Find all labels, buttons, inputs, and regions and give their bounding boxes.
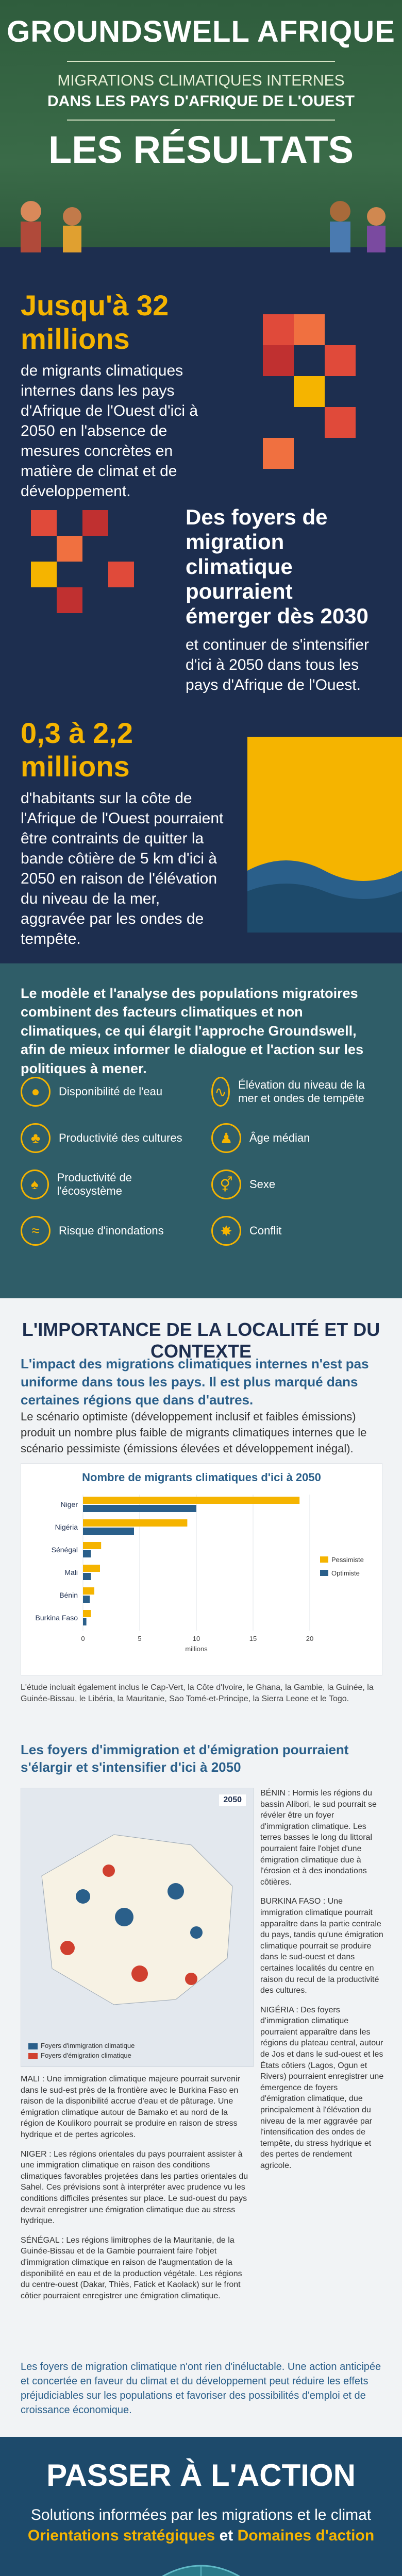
crop-icon: ♣ <box>21 1123 51 1153</box>
tree-icon: ♠ <box>21 1170 49 1199</box>
note-burkina: BURKINA FASO : Une immigration climatique pourrait apparaître dans la partie centrale du pays, tandis qu'une émigration climatique pourrait se produire dans le sud-ouest et dans certaines localités du centre en raison du recul de la productivité des cultures. <box>260 1897 383 1995</box>
category-label: Burkina Faso <box>35 1614 78 1622</box>
stat-3 <box>21 716 227 949</box>
bar-optimiste <box>83 1505 196 1512</box>
subtitle-line2: DANS LES PAYS D'AFRIQUE DE L'OUEST <box>47 93 355 110</box>
factor-flood: ≈ Risque d'inondations <box>21 1216 164 1246</box>
category-label: Niger <box>60 1500 78 1509</box>
results-divider <box>67 120 335 121</box>
factor-ecosystem: ♠ Productivité de l'écosystème <box>21 1170 191 1199</box>
bar-optimiste <box>83 1528 134 1535</box>
bar-pessimiste <box>83 1542 101 1549</box>
people-illustration <box>0 180 402 273</box>
gender-icon: ⚥ <box>211 1170 241 1199</box>
bar-chart-svg <box>21 1484 382 1675</box>
country-notes-left <box>21 2074 253 2310</box>
stat1-title: Jusqu'à 32 millions <box>21 289 169 355</box>
x-tick-label: 15 <box>249 1635 257 1642</box>
wave-graphic <box>247 737 402 933</box>
stat-1 <box>21 289 227 501</box>
category-label: Nigéria <box>55 1523 78 1531</box>
subtitle-line1: MIGRATIONS CLIMATIQUES INTERNES <box>57 72 345 89</box>
header-section <box>0 0 402 273</box>
x-tick-label: 0 <box>81 1635 85 1642</box>
map-legend: Foyers d'immigration climatique Foyers d'émigration climatique <box>28 2042 135 2059</box>
category-label: Sénégal <box>51 1546 78 1554</box>
action-heading: PASSER À L'ACTION <box>46 2458 356 2493</box>
model-intro: Le modèle et l'analyse des populations migratoires combinent des facteurs climatiques et non climatiques, ce qui élargit l'approche Groundswell, afin de mieux informer le dialogue et l'action sur les politiques à mener. <box>21 986 364 1076</box>
factor-crops: ♣ Productivité des cultures <box>21 1123 182 1153</box>
stat-2 <box>186 505 381 695</box>
action-wheel <box>98 2561 304 2576</box>
conflict-icon: ✸ <box>211 1216 241 1246</box>
chart-note: L'étude incluait également inclus le Cap-Vert, la Côte d'Ivoire, le Ghana, la Gambie, la Guinée, la Guinée-Bissau, le Libéria, la Mauritanie, Sao Tomé-et-Principe, la Sierra Leone et le Togo. <box>21 1683 374 1703</box>
note-nigeria: NIGÉRIA : Des foyers d'immigration climatique pourraient apparaître dans les régions du plateau central, autour de Jos et dans le sud-ouest et les États côtiers (Lagos, Ogun et Rivers) pourraient enregistrer une émergence de foyers d'émigration climatique, due principalement à l'élévation du niveau de la mer aggravée par l'intensification des ondes de tempête, du stress hydrique et des pertes de rendement agricole. <box>260 2005 384 2170</box>
action-sub1: Solutions informées par les migrations et le climat <box>30 2506 372 2523</box>
bar-optimiste <box>83 1573 91 1580</box>
category-label: Bénin <box>59 1591 78 1599</box>
map-shapes <box>21 1804 253 2041</box>
note-mali: MALI : Une immigration climatique majeure pourrait survenir dans le sud-est près de la frontière avec le Burkina Faso en raison de la disponibilité accrue d'eau et de pâturage. Une émigration climatique autour de Bamako et au nord de la région de Koulikoro pourrait se produire en raison de stress hydrique et de pertes agricoles. <box>21 2075 240 2139</box>
factor-sex: ⚥ Sexe <box>211 1170 275 1199</box>
hotspot-map <box>21 1788 254 2067</box>
category-label: Mali <box>64 1568 78 1577</box>
legend-swatch <box>320 1570 328 1576</box>
action-section <box>0 2437 402 2576</box>
legend-swatch <box>320 1556 328 1563</box>
x-tick-label: 5 <box>138 1635 142 1642</box>
legend-label: Optimiste <box>331 1569 360 1577</box>
wave-icon: ∿ <box>211 1077 230 1107</box>
title-divider <box>67 61 335 62</box>
bar-pessimiste <box>83 1519 187 1527</box>
bar-pessimiste <box>83 1587 94 1595</box>
map-title: Les foyers d'immigration et d'émigration pourraient s'élargir et s'intensifier d'ici à 2050 <box>21 1742 349 1775</box>
note-niger: NIGER : Les régions orientales du pays pourraient assister à une immigration climatique en raison des conditions climatiques favorables projetées dans les parties orientales du Sahel. Ces prévisions sont à interpréter avec prudence vu les conditions difficiles présentes sur place. Le sud-ouest du pays devrait enregistrer une émigration climatique due au stress hydrique. <box>21 2149 248 2226</box>
chart-title: Nombre de migrants climatiques d'ici à 2050 <box>82 1471 321 1484</box>
factor-age: ♟ Âge médian <box>211 1123 310 1153</box>
note-benin: BÉNIN : Hormis les régions du bassin Alibori, le sud pourrait se révéler être un foyer d'immigration climatique. Les terres basses le long du littoral pourraient faire l'objet d'une émigration climatique due à l'érosion et à des inondations côtières. <box>260 1789 377 1887</box>
main-title: GROUNDSWELL AFRIQUE <box>7 15 395 48</box>
bar-optimiste <box>83 1550 91 1557</box>
country-notes-right <box>260 1788 384 2180</box>
factor-water: ● Disponibilité de l'eau <box>21 1077 162 1107</box>
stat3-title: 0,3 à 2,2 millions <box>21 717 133 783</box>
bar-pessimiste <box>83 1497 299 1504</box>
model-section <box>0 963 402 1298</box>
factor-conflict: ✸ Conflit <box>211 1216 281 1246</box>
map-year: 2050 <box>219 1794 246 1806</box>
locality-subheading: L'impact des migrations climatiques internes n'est pas uniforme dans tous les pays. Il est plus marqué dans certaines régions que dans d'autres. <box>21 1356 369 1408</box>
x-tick-label: 10 <box>192 1635 200 1642</box>
people-icon: ♟ <box>211 1123 241 1153</box>
note-senegal: SÉNÉGAL : Les régions limitrophes de la Mauritanie, de la Guinée-Bissau et de la Gambie pourraient faire l'objet d'immigration climatique en raison de l'augmentation de la disponibilité en eau et de la production végétale. Les régions du centre-ouest (Dakar, Thiès, Fatick et Kaolack) sur le front côtier pourraient enregistrer une émigration climatique. <box>21 2235 242 2300</box>
bar-optimiste <box>83 1596 90 1603</box>
locality-closing: Les foyers de migration climatique n'ont rien d'inéluctable. Une action anticipée et concertée en faveur du climat et du développement peut réduire les effets préjudiciables sur les populations et favoriser des possibilités d'emploi et de croissance économique. <box>21 2361 381 2416</box>
factor-sea-level: ∿ Élévation du niveau de la mer et ondes de tempête <box>211 1077 387 1107</box>
action-sub2: Orientations stratégiques et Domaines d'action <box>27 2527 375 2544</box>
stat3-text: d'habitants sur la côte de l'Afrique de l'Ouest pourraient être contraints de quitter la bande côtière de 5 km d'ici à 2050 en raison de l'élévation du niveau de la mer, aggravée par les ondes de tempête. <box>21 790 224 947</box>
stat2-title: Des foyers de migration climatique pourraient émerger dès 2030 <box>186 505 368 628</box>
legend-label: Pessimiste <box>331 1556 364 1564</box>
heatmap-graphic-2 <box>0 500 175 654</box>
x-tick-label: 20 <box>306 1635 314 1642</box>
stat2-text: et continuer de s'intensifier d'ici à 2050 dans tous les pays d'Afrique de l'Ouest. <box>186 636 369 693</box>
bar-optimiste <box>83 1618 87 1625</box>
stats-section <box>0 273 402 963</box>
water-drop-icon: ● <box>21 1077 51 1107</box>
locality-heading: L'IMPORTANCE DE LA LOCALITÉ ET DU CONTEXTE <box>22 1319 380 1362</box>
results-heading: LES RÉSULTATS <box>48 128 354 171</box>
migrants-chart <box>21 1463 382 1675</box>
flood-icon: ≈ <box>21 1216 51 1246</box>
locality-paragraph: Le scénario optimiste (développement inclusif et faibles émissions) produit un nombre plus faible de migrants climatiques internes que le scénario pessimiste (émissions élevées et développement inégal). <box>21 1410 367 1455</box>
locality-section <box>0 1298 402 2437</box>
x-axis-label: millions <box>185 1645 208 1653</box>
bar-pessimiste <box>83 1610 91 1617</box>
heatmap-graphic-1 <box>242 294 387 489</box>
stat1-text: de migrants climatiques internes dans les pays d'Afrique de l'Ouest d'ici à 2050 en l'absence de mesures concrètes en matière de climat et de développement. <box>21 362 198 500</box>
bar-pessimiste <box>83 1565 100 1572</box>
